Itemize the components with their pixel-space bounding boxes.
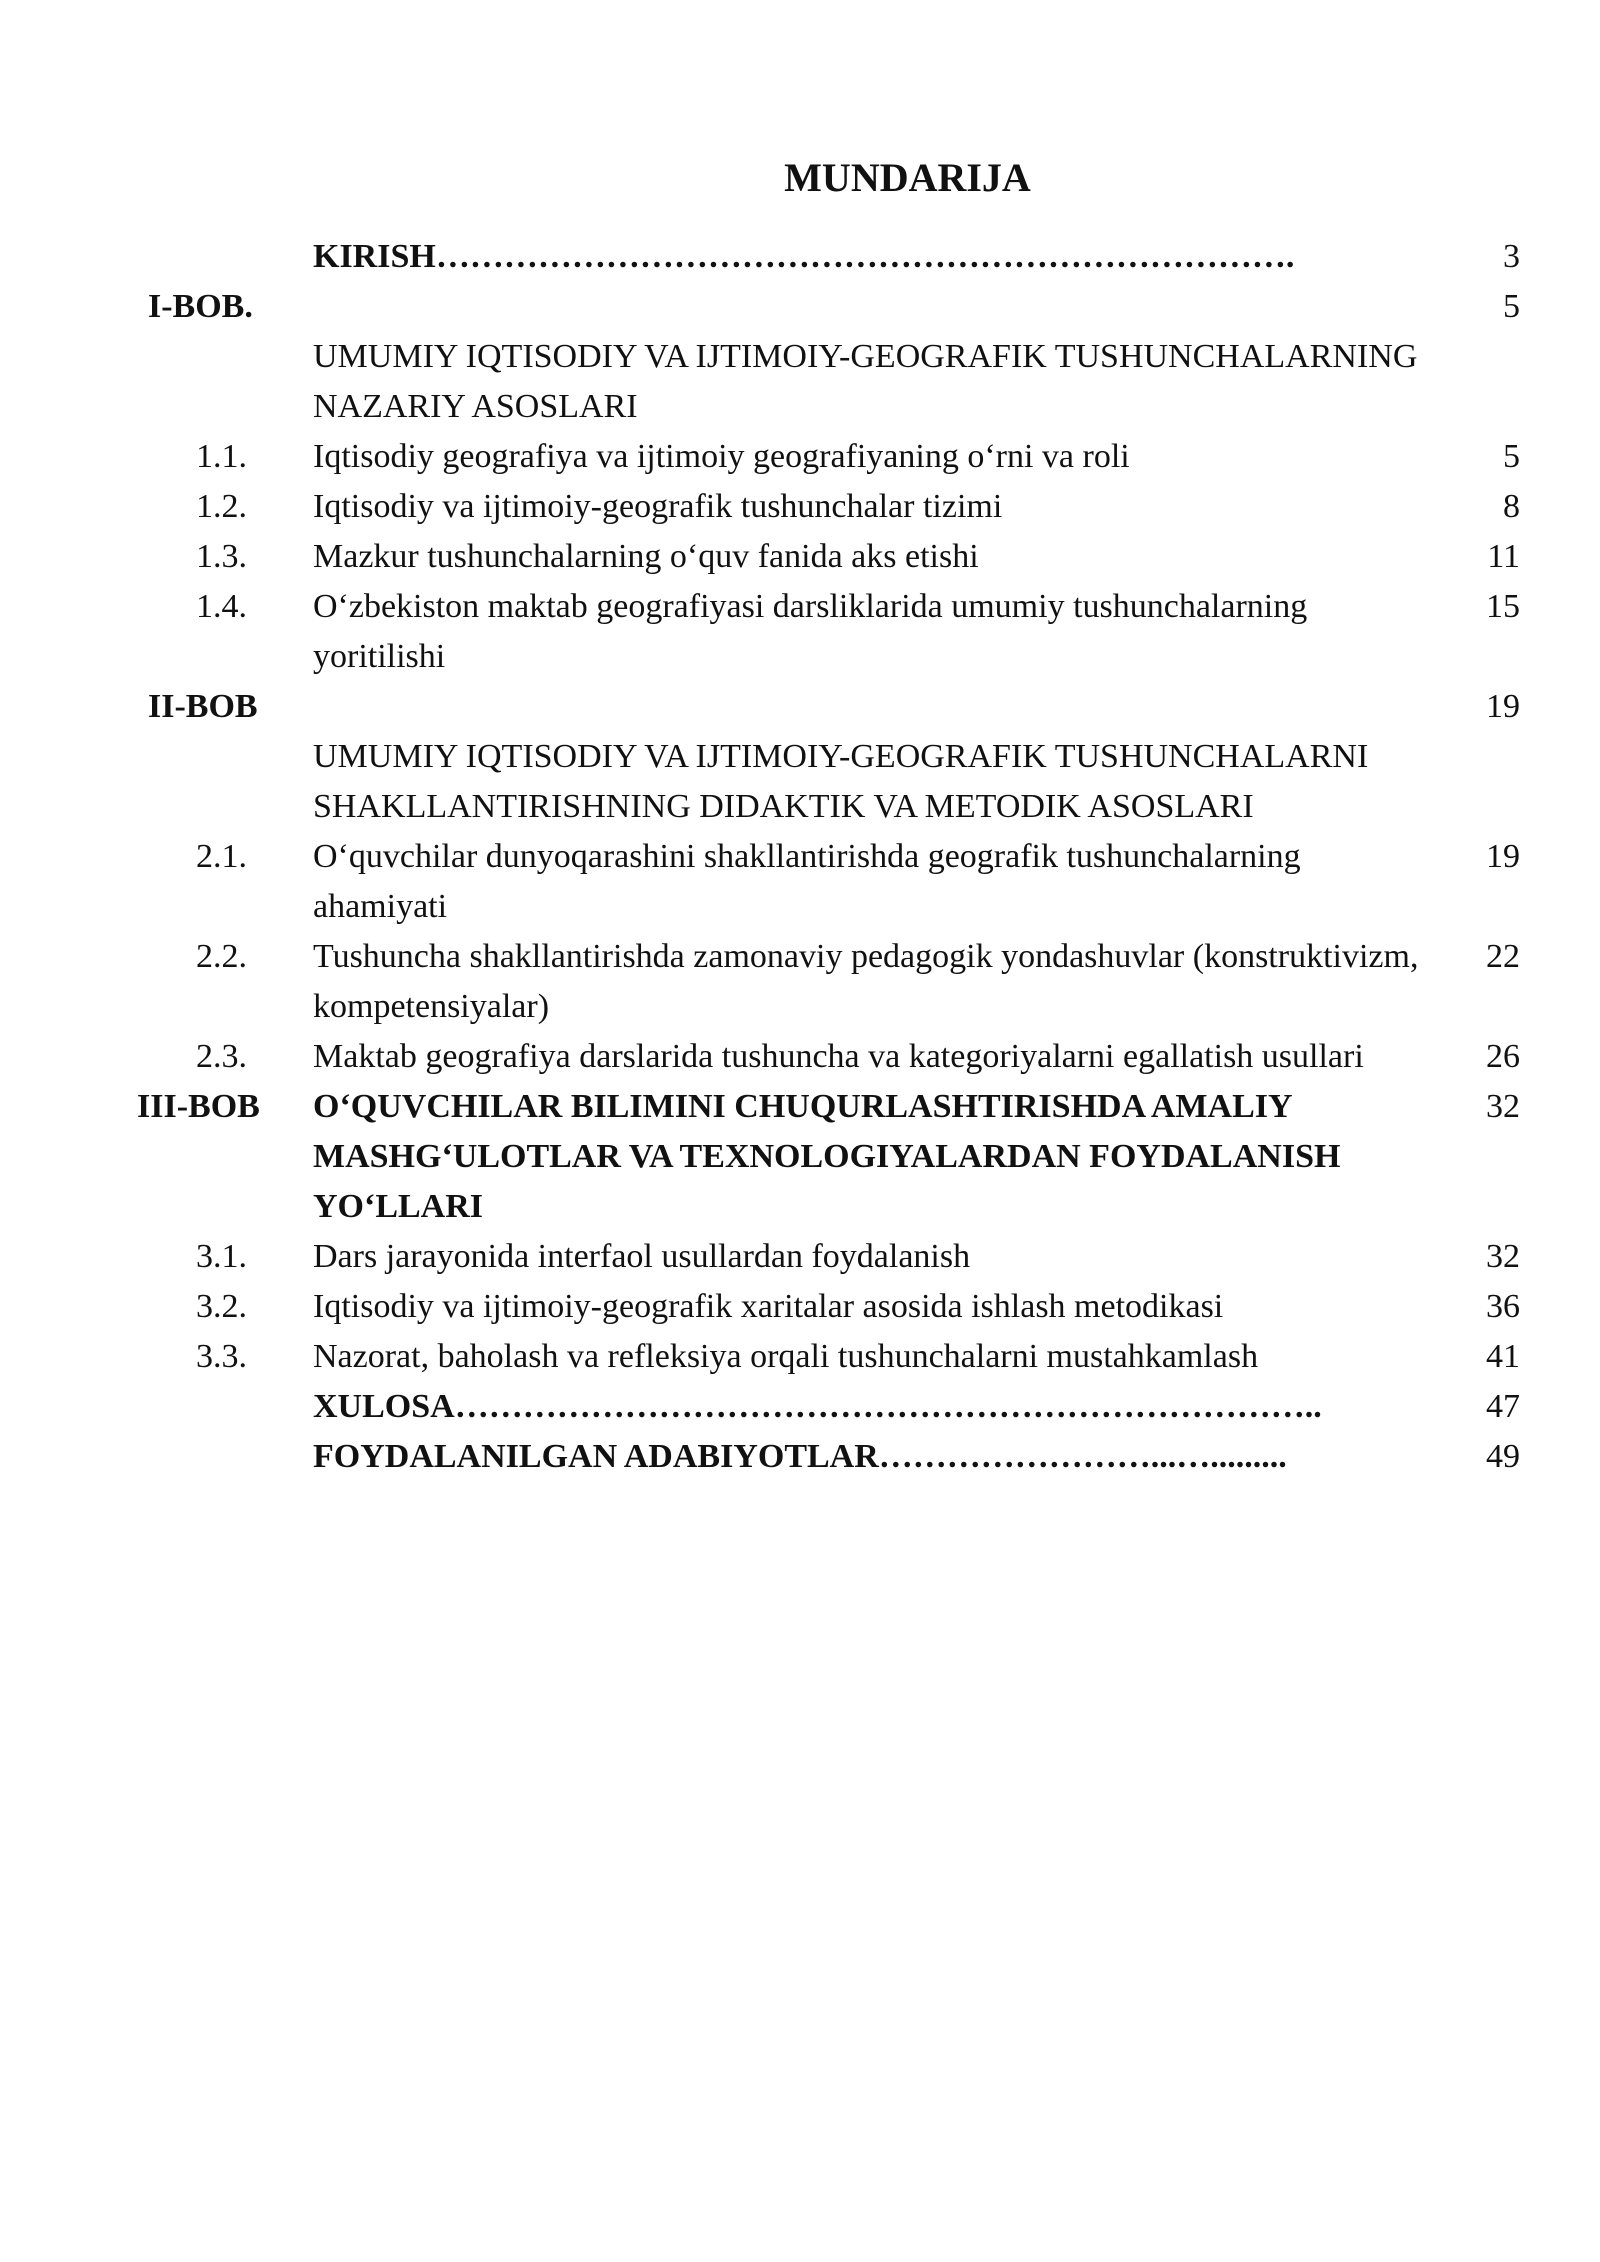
toc-label: KIRISH………………………………………………………………….	[313, 238, 1295, 275]
toc-label: Iqtisodiy va ijtimoiy-geografik xaritalar asosida ishlash metodikasi	[313, 1288, 1224, 1325]
toc-entry-2-1[interactable]	[130, 832, 1520, 932]
toc-entry-3-2[interactable]	[130, 1282, 1520, 1332]
toc-page: 19	[1486, 688, 1520, 725]
toc-entry-1-1[interactable]	[130, 432, 1520, 482]
toc-label: XULOSA…………………………………………………………………..	[313, 1388, 1322, 1425]
toc-label: Iqtisodiy va ijtimoiy-geografik tushunchalar tizimi	[313, 488, 1003, 525]
toc-page: 26	[1486, 1038, 1520, 1075]
toc-number: 1.3.	[196, 538, 247, 575]
toc-chapter-2[interactable]	[130, 682, 1520, 732]
chapter-2-title: UMUMIY IQTISODIY VA IJTIMOIY-GEOGRAFIK TUSHUNCHALARNI SHAKLLANTIRISHNING DIDAKTIK VA METODIK ASOSLARI	[313, 738, 1369, 825]
toc-label: Dars jarayonida interfaol usullardan foydalanish	[313, 1238, 971, 1275]
toc-entry-intro[interactable]	[130, 232, 1520, 282]
toc-number: 3.1.	[196, 1238, 247, 1275]
toc-page: 15	[1486, 588, 1520, 625]
toc-entry-1-4[interactable]	[130, 582, 1520, 682]
toc-entry-3-3[interactable]	[130, 1332, 1520, 1382]
toc-page: 32	[1486, 1088, 1520, 1125]
toc-entry-references[interactable]	[130, 1432, 1520, 1482]
toc-page: 47	[1486, 1388, 1520, 1425]
chapter-number: I-BOB.	[148, 288, 253, 325]
toc-number: 1.1.	[196, 438, 247, 475]
toc-entry-1-2[interactable]	[130, 482, 1520, 532]
toc-page: 41	[1486, 1338, 1520, 1375]
table-of-contents	[130, 232, 1520, 1482]
toc-label: Iqtisodiy geografiya va ijtimoiy geografiyaning o‘rni va roli	[313, 438, 1130, 475]
toc-entry-1-3[interactable]	[130, 532, 1520, 582]
toc-entry-2-3[interactable]	[130, 1032, 1520, 1082]
page-title: MUNDARIJA	[784, 155, 1031, 200]
toc-label: Maktab geografiya darslarida tushuncha va kategoriyalarni egallatish usullari	[313, 1038, 1364, 1075]
toc-label: O‘quvchilar dunyoqarashini shakllantirishda geografik tushunchalarning ahamiyati	[313, 838, 1301, 925]
toc-page: 32	[1486, 1238, 1520, 1275]
toc-number: 1.4.	[196, 588, 247, 625]
toc-page: 3	[1503, 238, 1520, 275]
chapter-3-title: O‘QUVCHILAR BILIMINI CHUQURLASHTIRISHDA AMALIY MASHG‘ULOTLAR VA TEXNOLOGIYALARDAN FOYDALANISH YO‘LLARI	[313, 1088, 1341, 1225]
toc-entry-2-2[interactable]	[130, 932, 1520, 1032]
toc-label: FOYDALANILGAN ADABIYOTLAR……………………...….........	[313, 1438, 1287, 1475]
toc-number: 1.2.	[196, 488, 247, 525]
toc-page: 36	[1486, 1288, 1520, 1325]
toc-label: Mazkur tushunchalarning o‘quv fanida aks etishi	[313, 538, 979, 575]
toc-entry-3-1[interactable]	[130, 1232, 1520, 1282]
toc-number: 2.1.	[196, 838, 247, 875]
toc-page: 5	[1503, 438, 1520, 475]
toc-number: 3.3.	[196, 1338, 247, 1375]
toc-label: Tushuncha shakllantirishda zamonaviy pedagogik yondashuvlar (konstruktivizm, kompetensiyalar)	[313, 938, 1419, 1025]
toc-page: 49	[1486, 1438, 1520, 1475]
chapter-number: III-BOB	[137, 1088, 260, 1125]
toc-page: 8	[1503, 488, 1520, 525]
chapter-1-title: UMUMIY IQTISODIY VA IJTIMOIY-GEOGRAFIK TUSHUNCHALARNING NAZARIY ASOSLARI	[313, 338, 1418, 425]
toc-page: 19	[1486, 838, 1520, 875]
toc-label: Nazorat, baholash va refleksiya orqali tushunchalarni mustahkamlash	[313, 1338, 1259, 1375]
toc-chapter-1[interactable]	[130, 282, 1520, 332]
toc-chapter-3[interactable]	[130, 1082, 1520, 1232]
toc-number: 3.2.	[196, 1288, 247, 1325]
toc-entry-conclusion[interactable]	[130, 1382, 1520, 1432]
toc-label: O‘zbekiston maktab geografiyasi darsliklarida umumiy tushunchalarning yoritilishi	[313, 588, 1308, 675]
toc-page: 11	[1487, 538, 1520, 575]
toc-number: 2.2.	[196, 938, 247, 975]
toc-page: 5	[1503, 288, 1520, 325]
toc-page: 22	[1486, 938, 1520, 975]
chapter-number: II-BOB	[148, 688, 258, 725]
toc-number: 2.3.	[196, 1038, 247, 1075]
